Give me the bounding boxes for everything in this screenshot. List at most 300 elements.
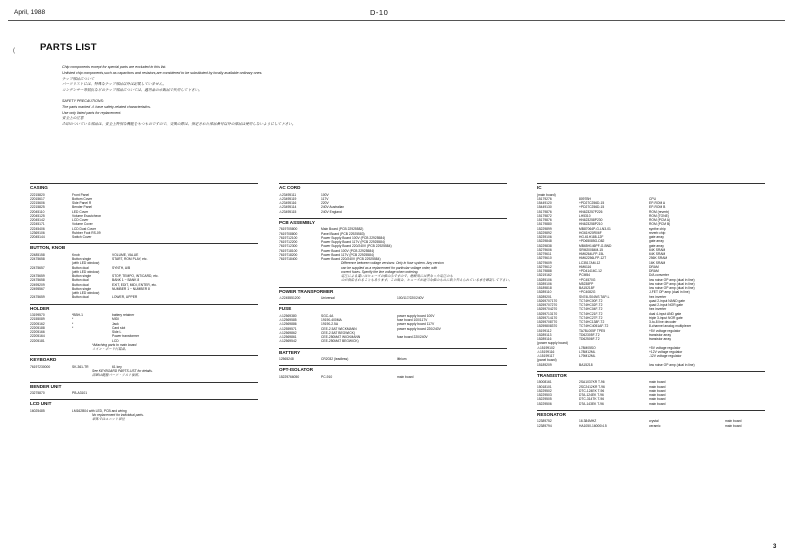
notes-line: チップ部品について [62,76,95,81]
part-row [30,235,258,239]
part-number: 15219162 [537,273,552,278]
part-number: 22205181 [30,338,45,343]
part-description: ceramic [649,423,661,428]
notes-line: パーツリストには、特殊なチップ部品以外は記載していません。 [62,82,167,87]
part-number: (panel board) [537,358,557,363]
part-number: 12389794 [537,423,552,428]
part-name: PB-A3101 [72,391,88,395]
part-description: Card slot [112,325,126,330]
part-number: 15259808370 [537,324,558,329]
part-name: MB65H146PF-G-BND [579,243,612,248]
part-name: M5238FP [579,281,594,286]
part-number: ⚠15199102 [537,345,555,350]
section-heading: AC CORD [279,183,507,191]
notes-line: Unlisted chip components,such as capacitors and resistors,are considered to be substituted by locally available ordinary ones. [62,70,263,75]
part-description: 61 key [112,364,122,369]
part-description: dual 4-input AND gate [649,311,682,316]
part-description: main board [649,388,666,393]
part-description: gate array [649,239,664,244]
part-number: 15229838 [537,243,552,248]
section-note: See KEYBOARD PARTS LIST for details. [92,369,153,373]
part-number: 15269707170 [537,298,558,303]
header-rule [8,20,785,21]
part-description: LOWER, UPPER [112,295,138,300]
part-name: DTC-314TK T-96 [579,397,605,402]
part-number: 15229506 [537,401,552,406]
part-description: -12V voltage regulator [649,354,682,358]
header-model: D-10 [370,8,389,17]
part-number: 22215820 [30,192,45,197]
part-number: 22205164 [30,334,45,339]
part-number: 15449130 [537,205,552,210]
part-description: low noise OP amp (dual in line) [649,286,695,290]
part-number: 15189818 [537,286,552,290]
part-number: 7619718100 [279,248,298,253]
part-description: gate array [649,235,664,239]
part-number: 22045125 [30,213,45,218]
part-number: 15279606 [537,247,552,252]
part-name: L78M12ML [579,349,596,354]
part-description: ROM (PCM A) [649,218,671,222]
part-number: 15289116 [537,337,552,341]
section-heading: PCB ASSEMBLY [279,218,507,226]
part-name: 16.384MHZ [579,419,597,424]
section-note: *Attaching parts to main board. [92,342,138,347]
part-row [537,424,765,428]
part-number: ⚠23495115 [279,209,297,214]
part-name: MB87064P-G-LN3-01 [579,226,611,231]
part-number: 15239106 [537,235,552,239]
part-description: D/A converter [649,273,669,278]
part-row [279,210,507,214]
notes-line: コンデンサー等抵抗などのチップ部品については、適用品の市販品で代用して下さい。 [62,88,202,93]
part-name: 2SC2412KR T-96 [579,384,605,389]
part-number: ⚠23495119 [279,196,297,201]
part-name: Bottom Cover [72,196,93,201]
part-name: * [72,321,74,326]
part-number: 12565248 [279,357,294,361]
part-description: main board [649,384,666,389]
part-description: VOLUME, VALUE [112,252,139,257]
part-name: L79M12ML [579,354,596,358]
part-number: 15189209 [537,362,552,367]
part-description: 16K SRAM [649,260,666,265]
section-note: correct fuses. Specify the line voltage when ordering. [341,269,419,274]
section-heading: KEYBOARD [30,355,258,363]
part-name: HM6264LFP-15L [579,252,605,256]
part-description: hex inverter [649,294,667,299]
part-row [30,295,258,299]
part-name: TC74HC4051AF-T2 [579,324,609,329]
parts-column-1 [30,183,258,422]
part-number: 15289106 [537,277,552,282]
part-number: 22205162 [30,321,45,326]
section-heading: POWER TRANSFORMER [279,287,507,295]
part-row [279,296,507,300]
part-number: 22485158 [30,252,45,257]
part-name: 220V [321,201,329,205]
part-description: low noise OP amp (dual in line) [649,277,695,282]
part-name: LCD Dust Cover [72,226,97,231]
part-description: fuse board 100/117V [397,318,428,322]
part-row [279,357,507,361]
part-name: Switch Cover [72,235,92,239]
part-number: (main board) [537,192,556,197]
part-description: DRAM [649,264,659,269]
section-note: メイン・ボード付属品。 [92,347,129,351]
part-number: 15229899 [537,226,552,231]
part-description: transistor array [649,337,671,341]
part-name: Button dual [72,295,89,300]
part-description: EP-ROM A [649,201,666,205]
part-number: ⚠12569585 [279,318,297,322]
section-note: 詳細は鍵盤パーツ・リスト参照。 [92,373,142,378]
notes-block [62,65,296,128]
part-number: ⚠12569862 [279,330,297,335]
part-number: 15279611 [537,252,552,256]
part-number: 15179876 [537,209,552,214]
part-description: MIDI [112,317,119,322]
part-name: 100V [321,192,329,197]
header-date: April, 1988 [14,9,46,16]
part-number: 12389752 [537,419,552,424]
part-number: 15279609 [537,260,552,265]
part-name: LED Cover [72,209,89,214]
part-description [112,235,258,239]
part-name: Button single [72,274,92,278]
part-number: 7619705800 [279,227,298,232]
section-heading: IC [537,183,765,191]
page-title: PARTS LIST [40,42,97,53]
part-description: 3-to-8 line decoder [649,320,677,324]
part-description: main board [649,380,666,385]
part-row [30,409,258,413]
part-name: Power Supply Board 220/240V (PCB 22925584) [321,244,392,249]
part-number: (power supply board) [537,341,568,346]
part-number: 15179876 [537,218,552,222]
part-name: HN623258P230 [579,218,603,222]
part-row [537,363,765,367]
part-name: Power Supply Board 117V (PCB 22925584) [321,240,385,244]
part-description: transistor array [649,332,671,337]
part-name: Button dual [72,278,89,283]
part-name: +PC4082G [579,290,596,295]
part-description: power supply board 100V [397,313,435,318]
part-description: +12V voltage regulator [649,349,683,354]
part-name: CEE-250MAT WICKMANN [321,335,361,339]
part-name: SRM20084M-15 [579,247,604,252]
part-number: 15179276 [537,196,552,201]
part-description: EXIT, EDIT, MIDI, ENTER, etc. [112,282,157,287]
part-name: BA15218 [579,362,593,367]
part-name: PC-910 [321,374,333,379]
part-description: Jack [112,321,119,326]
part-name: Button single [72,286,92,291]
part-name: 240V England [321,209,342,214]
parts-column-3 [537,183,765,428]
part-number: 15229503 [537,393,552,397]
part-name: HA1050-16000/4.5 [579,423,607,428]
part-name: Panel Board (PCB 22925583) [321,231,365,236]
part-name: HM6116 [579,264,592,269]
part-name: Volume Escutcheon [72,213,102,218]
notes-line: The parts marked ⚠ have safety-related characteristics. [62,104,151,109]
section-heading: FUSE [279,304,507,312]
part-number: ⚠12559571 [279,326,297,331]
part-name: +PD65085G-D82 [579,239,605,244]
part-description: DRAM [649,269,659,273]
part-name: Main Board (PCB 22925582) [321,227,364,232]
section-heading: CASING [30,183,258,191]
section-note: can be supplied as a replacement for particular voltage order, with [341,265,438,270]
part-number: 15259713170 [537,311,558,316]
part-row [30,339,258,343]
part-number: 7619712200 [279,240,298,244]
section-heading: HOLDER [30,304,258,312]
part-name: TC74HC27F-T2 [579,315,603,320]
part-description: J-FET OP amp (dual in line) [649,290,690,295]
part-number: 15229766050 [279,374,300,379]
part-name: Bender Panel [72,205,92,210]
part-description: Side L [112,330,122,334]
part-name: TD62506F-T2 [579,337,600,341]
part-number: 7619718400 [279,257,298,261]
part-number: 15229505 [537,397,552,402]
part-number: 12369106 [30,230,45,235]
part-name: (with LED window) [72,261,100,266]
part-number: 76197230000 [30,364,51,369]
part-description: power supply board 117V [397,322,435,327]
part-name: TC74HC138F-T2 [579,320,605,324]
part-number: 22245406 [30,226,45,231]
part-number: 15289201 [537,294,552,299]
part-name: * [72,325,74,330]
part-number: 22475659 [30,274,45,278]
section-note: No replacement for individual parts. [92,413,144,417]
part-description: BANK 1 ~ BANK 8 [112,278,140,283]
part-number: ⚠2245551200 [279,296,301,300]
part-name: 2SA1037KR T-96 [579,380,605,385]
part-name: Button dual [72,282,89,287]
part-number: 15449120 [537,201,552,205]
part-description: main board [649,397,666,402]
section-heading: BENDER UNIT [30,382,258,390]
part-name: LH5310 [579,213,591,218]
part-name: (with LED window) [72,291,100,295]
part-description: quad 2-input NOR gate [649,303,683,307]
part-name: TA78L005F TPE5 [579,328,606,333]
part-description: main board [397,374,414,379]
part-number: 15199112 [537,328,552,333]
part-description: START, ROM PLAY, etc. [112,257,148,261]
part-number: 22475657 [30,265,45,270]
section-heading: LCD UNIT [30,399,258,407]
part-number: 22495567 [30,286,45,291]
part-name: HG61H20R06F [579,230,602,235]
part-name: 240V Australian [321,205,345,210]
part-name: SN74LS04NS TAP-L [579,294,610,299]
part-description: power supply board 220/240V [397,326,441,331]
part-location: main board [725,423,742,428]
part-description: synthe chip [649,226,666,231]
part-description: battery retainer [112,313,135,317]
part-name: TC74HC00F-T2 [579,298,603,303]
part-name: +PC4570G [579,277,596,282]
part-description: 100/117/220/240V [397,296,424,300]
part-description: EP-ROM B [649,205,666,210]
part-number: ⚠15199116 [537,349,555,354]
part-location: main board [725,419,742,424]
part-name: SK-361-TR [72,364,89,369]
part-name: Power Supply Board 100V (PCB 22925584) [321,235,386,240]
notes-line: SAFETY PRECAUTIONS: [62,98,104,103]
part-number: 22155089 [30,317,45,322]
part-name: Button dual [72,265,89,270]
part-name: Knob [72,252,80,257]
part-description: main board [649,393,666,397]
part-number: 15229892 [537,230,552,235]
part-number: 15259707270 [537,303,558,307]
part-description: reverb chip [649,230,666,235]
part-number: ⚠12569542 [279,339,297,344]
part-description: gate array [649,243,664,248]
part-name: Universal [321,296,335,300]
part-number: 22205188 [30,325,45,330]
part-name: LC3517AM-12 [579,260,601,265]
part-name: DTC-124EK T-96 [579,388,605,393]
part-name: LCD Cover [72,218,89,222]
part-description: SYNTH, A/B [112,265,131,270]
part-description [397,210,507,214]
part-number: 22215606 [30,201,45,205]
part-name: LM162B04 with LED, PCB and wiring [72,408,127,413]
part-description: lithium [397,357,407,361]
part-name: *BBH-1 [72,313,83,317]
part-name: L78M05SO [579,345,596,350]
part-description: ROM (PCM B) [649,222,671,227]
part-name: PCM54 [579,273,590,278]
part-name: CEE-2.5AT BEGWICK) [321,330,355,335]
part-name: TC74HC04F-T2 [579,307,603,312]
part-number: 15279610 [537,256,552,261]
part-description: NUMBER 1 ~ NUMBER 8 [112,286,150,291]
part-name: HM62256LFP-12T [579,256,607,261]
notes-line: Chip components except for special parts are excluded in this list. [62,65,167,69]
part-number: 15259714170 [537,315,558,320]
part-name: CEE-2.5AT WICKMANN [321,326,357,331]
part-description: crystal [649,419,659,424]
part-number: 22475658 [30,278,45,283]
part-row [279,339,507,343]
part-description: low noise OP amp (dual in line) [649,362,695,367]
part-number: 22215825 [30,205,45,210]
part-number: ⚠12569380 [279,313,297,318]
part-description: CPU [649,196,656,201]
parts-column-2 [279,183,513,379]
part-name: 19190-2.5A [321,322,339,327]
part-name: 19190-400MA [321,318,342,322]
notes-line: ⚠印のついている部品は、安全上特別な機能をもつものですので、交換の際は、指定された部品番号以外の部品は使用しないようにして下さい。 [62,122,296,127]
part-name: (with LED window) [72,269,100,274]
part-name: Side Panel R [72,201,92,205]
notes-line: Use only listed parts for replacement. [62,110,122,115]
part-name: +PD27C256D-15 [579,201,605,205]
section-heading: TRANSISTOR [537,371,765,379]
part-name: SGC-4A [321,313,334,318]
part-number: 15289106 [537,281,552,286]
part-description: 64K SRAM [649,247,666,252]
part-name: CEE-250MAT BEGWICK) [321,339,359,344]
margin-mark: ( [13,48,15,54]
part-name: Power Board 100V (PCB 22925584) [321,248,375,253]
part-description: hex inverter [649,307,667,312]
part-row [30,391,258,395]
part-number: 7619712300 [279,244,298,249]
part-name: +PD41416C-12 [579,269,602,273]
part-description: +5V voltage regulator [649,328,681,333]
part-description: 256K SRAM [649,256,668,261]
part-name: DTA-124EK T-96 [579,393,604,397]
part-number: 16025485 [30,408,45,413]
part-number: 15229502 [537,388,552,393]
part-name: Button single [72,257,92,261]
part-description: ROM (TONE) [649,213,669,218]
part-number: 22015617 [30,196,45,201]
part-number: 15259708770 [537,320,558,324]
part-number: 13199570 [30,313,45,317]
part-description: Power transformer [112,334,140,339]
part-number: 22245171 [30,222,45,227]
part-number: 15179880 [537,222,552,227]
section-note: 単体ではユニット単位 [92,417,125,422]
part-name: Rubber Foot RS-09 [72,230,101,235]
part-name: 117V [321,196,329,201]
part-name: * [72,317,74,322]
part-row [279,375,507,379]
part-description: +5V voltage regulator [649,345,681,350]
part-number: ⚠12569886 [279,322,297,327]
part-description: fuse board 220/240V [397,335,428,339]
part-number: 7619708800 [279,231,298,236]
part-name: TD62305F-T2 [579,332,600,337]
part-number: 22475659 [30,295,45,300]
part-number: 15279612 [537,264,552,269]
part-number: ⚠23495114 [279,205,297,210]
part-description: 64K SRAM [649,252,666,256]
part-number: ⚠12569861 [279,335,297,339]
part-number: 22495209 [30,282,45,287]
part-description: STOP, TEMPO, INT/CARD, etc. [112,274,159,278]
section-heading: BUTTON, KNOB [30,243,258,251]
part-name: Volume Cover [72,222,93,227]
part-name: CR2032 (leadless) [321,357,349,361]
part-description: main board [649,401,666,406]
section-note: のが供給されることもあります。この場合、ヒューズが適当な値のものに取り替えられている事を確認して下さい。 [341,278,513,283]
part-description [112,391,258,395]
part-number: 7619712100 [279,235,298,240]
part-name: TC74HC21F-T2 [579,311,603,316]
part-number: 15018101 [537,384,552,389]
part-number: ⚠15199117 [537,354,555,358]
part-description: low noise OP amp (dual in line) [649,281,695,286]
section-heading: RESONATOR [537,410,765,418]
part-name: Power Board 117V (PCB 22925584) [321,252,374,257]
part-name: HG-61H188-12F [579,235,604,239]
part-number: ⚠23495111 [279,192,297,197]
part-number: 22045142 [30,218,45,222]
part-name: DTA-143EK T-96 [579,401,604,406]
part-number: 7619718200 [279,252,298,257]
